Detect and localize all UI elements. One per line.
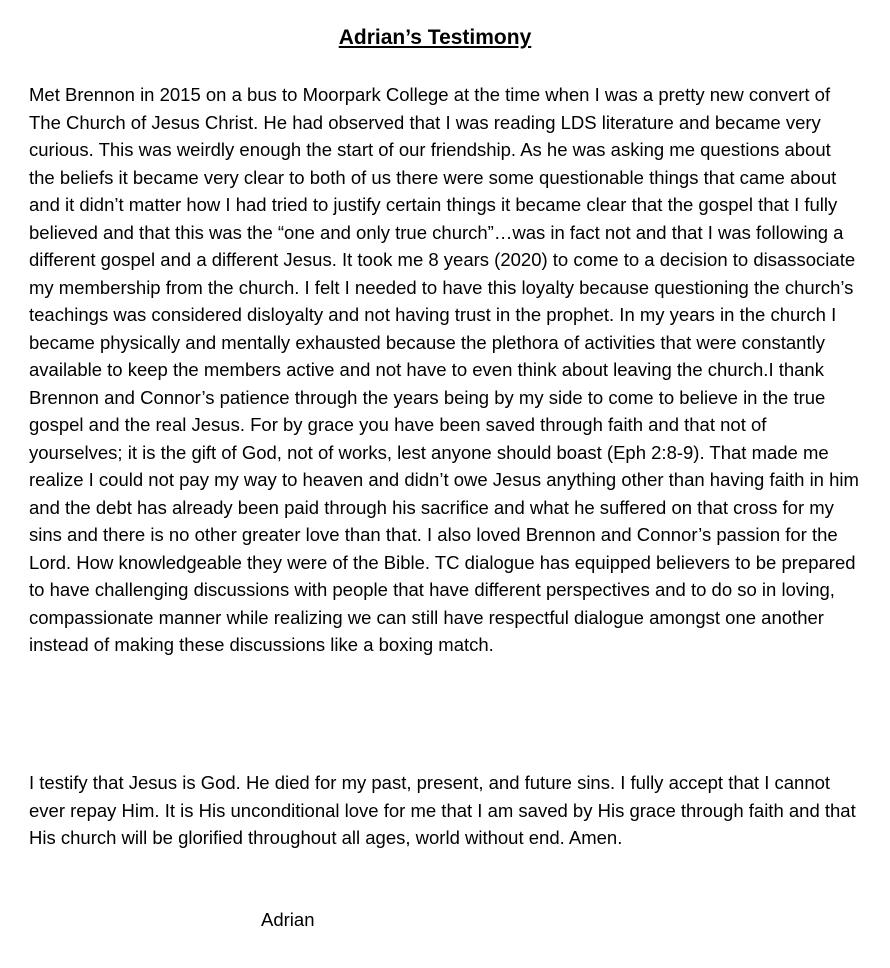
testimony-paragraph-2: I testify that Jesus is God. He died for my past, present, and future sins. I fully accept that I cannot ever repay Him. It is His unconditional love for me that I am saved by His grace through faith and that His church will be glorified throughout all ages, world without end. Amen.: [29, 772, 856, 848]
testimony-paragraph-1: Met Brennon in 2015 on a bus to Moorpark College at the time when I was a pretty new convert of The Church of Jesus Christ. He had observed that I was reading LDS literature and became very curious. This was weirdly enough the start of our friendship. As he was asking me questions about the beliefs it became very clear to both of us there were some questionable things that came about and it didn’t matter how I had tried to justify certain things it became clear that the gospel that I fully believed and that this was the “one and only true church”…was in fact not and that I was following a different gospel and a different Jesus. It took me 8 years (2020) to come to a decision to disassociate my membership from the church. I felt I needed to have this loyalty because questioning the church’s teachings was considered disloyalty and not having trust in the prophet. In my years in the church I became physically and mentally exhausted because the plethora of activities that were constantly available to keep the members active and not have to even think about leaving the church.I thank Brennon and Connor’s patience through the years being by my side to come to believe in the true gospel and the real Jesus. For by grace you have been saved through faith and that not of yourselves; it is the gift of God, not of works, lest anyone should boast (Eph 2:8-9). That made me realize I could not pay my way to heaven and didn’t owe Jesus anything other than having faith in him and the debt has already been paid through his sacrifice and what he suffered on that cross for my sins and there is no other greater love than that. I also loved Brennon and Connor’s passion for the Lord. How knowledgeable they were of the Bible. TC dialogue has equipped believers to be prepared to have challenging discussions with people that have different perspectives and to do so in loving, compassionate manner while realizing we can still have respectful dialogue amongst one another instead of making these discussions like a boxing match.: [29, 84, 859, 655]
document-title: Adrian’s Testimony: [338, 26, 532, 49]
signature: Adrian: [261, 909, 315, 930]
